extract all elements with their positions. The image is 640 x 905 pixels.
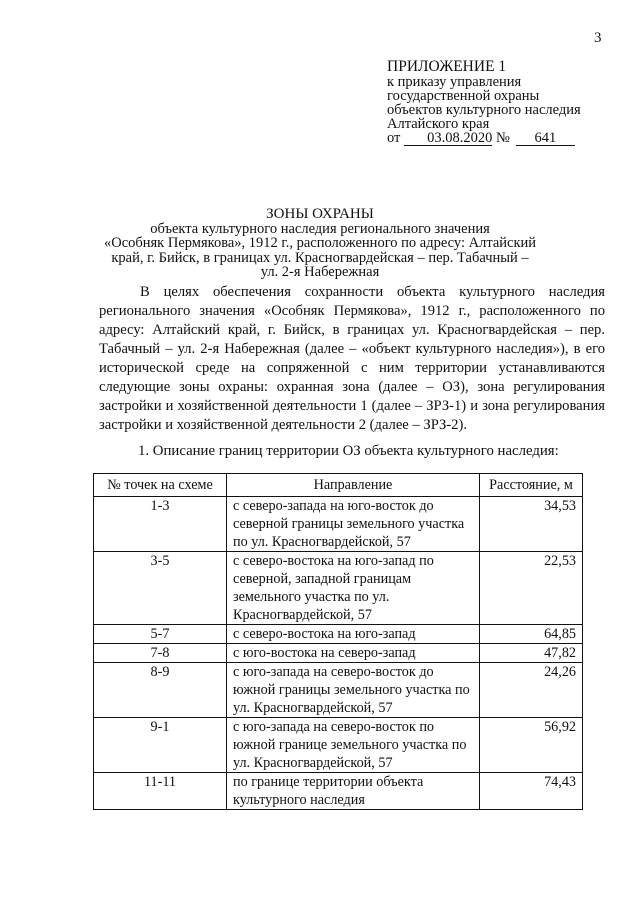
cell-points: 1-3 <box>94 497 227 552</box>
table-row <box>94 552 583 625</box>
cell-distance: 64,85 <box>480 625 583 644</box>
cell-distance: 24,26 <box>480 663 583 718</box>
appendix-line: Алтайского края <box>387 116 490 132</box>
table-row <box>94 625 583 644</box>
cell-points: 8-9 <box>94 663 227 718</box>
cell-points: 11-11 <box>94 773 227 810</box>
cell-points: 9-1 <box>94 718 227 773</box>
title-line: «Особняк Пермякова», 1912 г., расположенного по адресу: Алтайский <box>103 235 537 251</box>
cell-direction: с северо-востока на юго-запад <box>227 625 480 644</box>
cell-direction: с юго-востока на северо-запад <box>227 644 480 663</box>
header-points: № точек на схеме <box>94 474 227 497</box>
appendix-line: объектов культурного наследия <box>387 102 581 118</box>
cell-direction: с юго-запада на северо-восток по южной границе земельного участка по ул. Красногвардейской, 57 <box>227 718 480 773</box>
cell-distance: 47,82 <box>480 644 583 663</box>
title-line: объекта культурного наследия регионального значения <box>150 220 490 237</box>
cell-points: 3-5 <box>94 552 227 625</box>
table-row <box>94 773 583 810</box>
title-line: ЗОНЫ ОХРАНЫ <box>266 206 374 222</box>
header-distance: Расстояние, м <box>480 474 583 497</box>
appendix-line: государственной охраны <box>387 88 540 104</box>
number-label: № <box>496 130 510 146</box>
borders-table <box>93 473 583 810</box>
table-row <box>94 718 583 773</box>
cell-direction: по границе территории объекта культурного наследия <box>227 773 480 810</box>
appendix-heading: ПРИЛОЖЕНИЕ 1 <box>387 58 507 75</box>
cell-points: 5-7 <box>94 625 227 644</box>
title-line: ул. 2-я Набережная <box>260 264 380 280</box>
page-number: 3 <box>594 30 602 46</box>
appendix-block <box>387 58 617 146</box>
cell-distance: 74,43 <box>480 773 583 810</box>
table-row <box>94 644 583 663</box>
header-direction: Направление <box>227 474 480 497</box>
order-number: 641 <box>516 132 575 146</box>
cell-distance: 34,53 <box>480 497 583 552</box>
intro-paragraph: В целях обеспечения сохранности объекта культурного наследия регионального значения «Особняк Пермякова», 1912 г., расположенного по адресу: Алтайский край, г. Бийск, в границах ул. Красногвардейская – пер. Табачный – ул. 2-я Набережная (далее – «объект культурного наследия»), в его исторической среде на сопряженной с ним территории устанавливаются следующие зоны охраны: охранная зона (далее – ОЗ), зона регулирования застройки и хозяйственной деятельности 1 (далее – ЗРЗ-1) и зона регулирования застройки и хозяйственной деятельности 2 (далее – ЗРЗ-2). <box>99 284 605 433</box>
title-line: край, г. Бийск, в границах ул. Красногвардейская – пер. Табачный – <box>111 249 529 266</box>
cell-distance: 22,53 <box>480 552 583 625</box>
section-heading: 1. Описание границ территории ОЗ объекта культурного наследия: <box>138 443 559 459</box>
cell-direction: с северо-запада на юго-восток до северной границы земельного участка по ул. Красногвардейской, 57 <box>227 497 480 552</box>
cell-distance: 56,92 <box>480 718 583 773</box>
appendix-date-line <box>387 131 617 146</box>
table-row <box>94 663 583 718</box>
table-header-row <box>94 474 583 497</box>
cell-direction: с юго-запада на северо-восток до южной границы земельного участка по ул. Красногвардейской, 57 <box>227 663 480 718</box>
cell-points: 7-8 <box>94 644 227 663</box>
appendix-line: к приказу управления <box>387 74 522 90</box>
cell-direction: с северо-востока на юго-запад по северной, западной границам земельного участка по ул. Красногвардейской, 57 <box>227 552 480 625</box>
document-title <box>80 207 560 280</box>
order-date: 03.08.2020 <box>404 132 492 146</box>
date-prefix: от <box>387 130 401 146</box>
table-row <box>94 497 583 552</box>
